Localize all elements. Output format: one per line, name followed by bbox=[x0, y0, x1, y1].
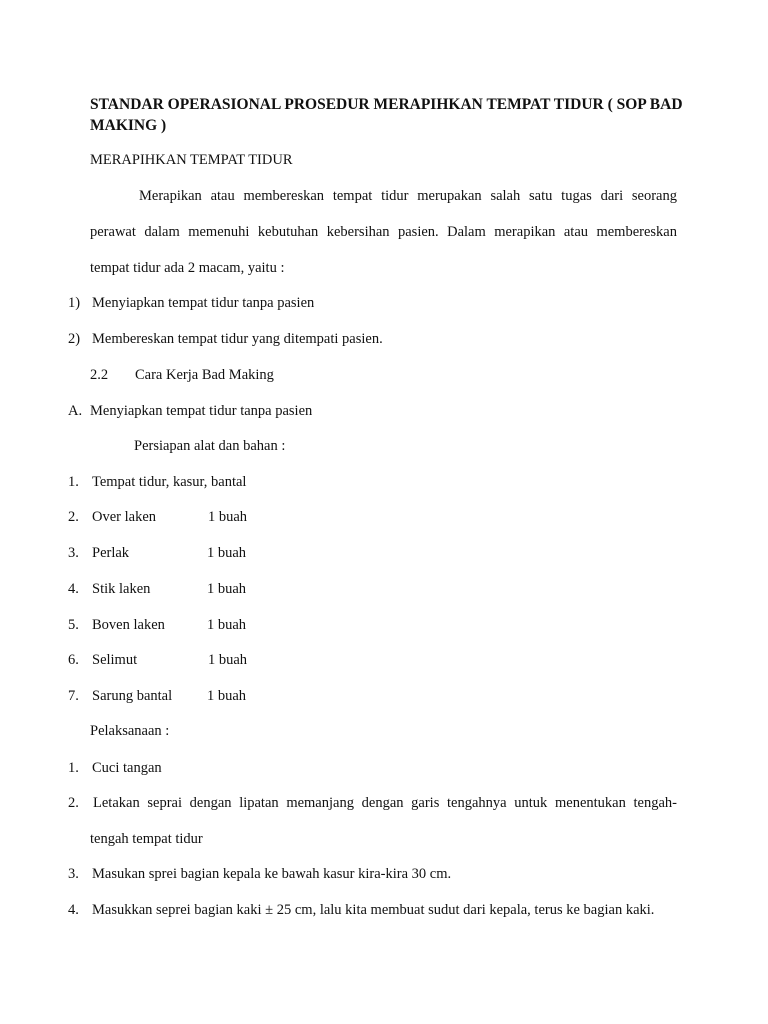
step-text: Masukkan seprei bagian kaki ± 25 cm, lalu kita membuat sudut dari kepala, terus ke bagian kaki. bbox=[92, 902, 655, 918]
list-number: 2) bbox=[68, 331, 81, 347]
item-number: 3. bbox=[68, 545, 79, 561]
item-number: 1. bbox=[68, 474, 79, 490]
item-quantity: 1 buah bbox=[207, 617, 247, 633]
item-name: Stik laken bbox=[92, 581, 151, 597]
item-number: 4. bbox=[68, 581, 79, 597]
section-text: Cara Kerja Bad Making bbox=[135, 367, 274, 383]
item-name: Sarung bantal bbox=[92, 688, 173, 704]
intro-line-3: tempat tidur ada 2 macam, yaitu : bbox=[90, 260, 285, 276]
step-text: Masukan sprei bagian kepala ke bawah kasur kira-kira 30 cm. bbox=[92, 866, 452, 882]
section-subtitle: MERAPIHKAN TEMPAT TIDUR bbox=[90, 152, 293, 168]
subsection-text: Menyiapkan tempat tidur tanpa pasien bbox=[90, 403, 313, 419]
step-text-continued: tengah tempat tidur bbox=[90, 831, 203, 847]
item-number: 2. bbox=[68, 509, 79, 525]
item-quantity: 1 buah bbox=[207, 688, 247, 704]
step-number: 2. bbox=[68, 795, 79, 811]
step-number: 4. bbox=[68, 902, 79, 918]
step-number: 1. bbox=[68, 760, 79, 776]
list-number: 1) bbox=[68, 295, 81, 311]
step-number: 3. bbox=[68, 866, 79, 882]
list-text: Membereskan tempat tidur yang ditempati pasien. bbox=[92, 331, 383, 347]
subsection-letter: A. bbox=[68, 403, 83, 419]
item-name: Boven laken bbox=[92, 617, 165, 633]
list-text: Menyiapkan tempat tidur tanpa pasien bbox=[92, 295, 315, 311]
intro-line-2: perawat dalam memenuhi kebutuhan kebersihan pasien. Dalam merapikan atau membereskan bbox=[90, 224, 677, 240]
item-quantity: 1 buah bbox=[207, 545, 247, 561]
item-quantity: 1 buah bbox=[207, 581, 247, 597]
item-quantity: 1 buah bbox=[208, 509, 248, 525]
section-number: 2.2 bbox=[90, 367, 109, 383]
exec-heading: Pelaksanaan : bbox=[90, 723, 170, 739]
item-quantity: 1 buah bbox=[208, 652, 248, 668]
document-title: STANDAR OPERASIONAL PROSEDUR MERAPIHKAN TEMPAT TIDUR ( SOP BAD MAKING ) bbox=[90, 96, 683, 134]
item-name: Selimut bbox=[92, 652, 138, 668]
step-text: Letakan seprai dengan lipatan memanjang dengan garis tengahnya untuk menentukan tengah- bbox=[93, 795, 677, 811]
item-name: Tempat tidur, kasur, bantal bbox=[92, 474, 247, 490]
item-number: 6. bbox=[68, 652, 79, 668]
intro-line-1: Merapikan atau membereskan tempat tidur merupakan salah satu tugas dari seorang bbox=[139, 188, 677, 204]
item-number: 7. bbox=[68, 688, 79, 704]
prep-heading: Persiapan alat dan bahan : bbox=[134, 438, 286, 454]
step-text: Cuci tangan bbox=[92, 760, 162, 776]
item-name: Perlak bbox=[92, 545, 130, 561]
item-name: Over laken bbox=[92, 509, 157, 525]
item-number: 5. bbox=[68, 617, 79, 633]
